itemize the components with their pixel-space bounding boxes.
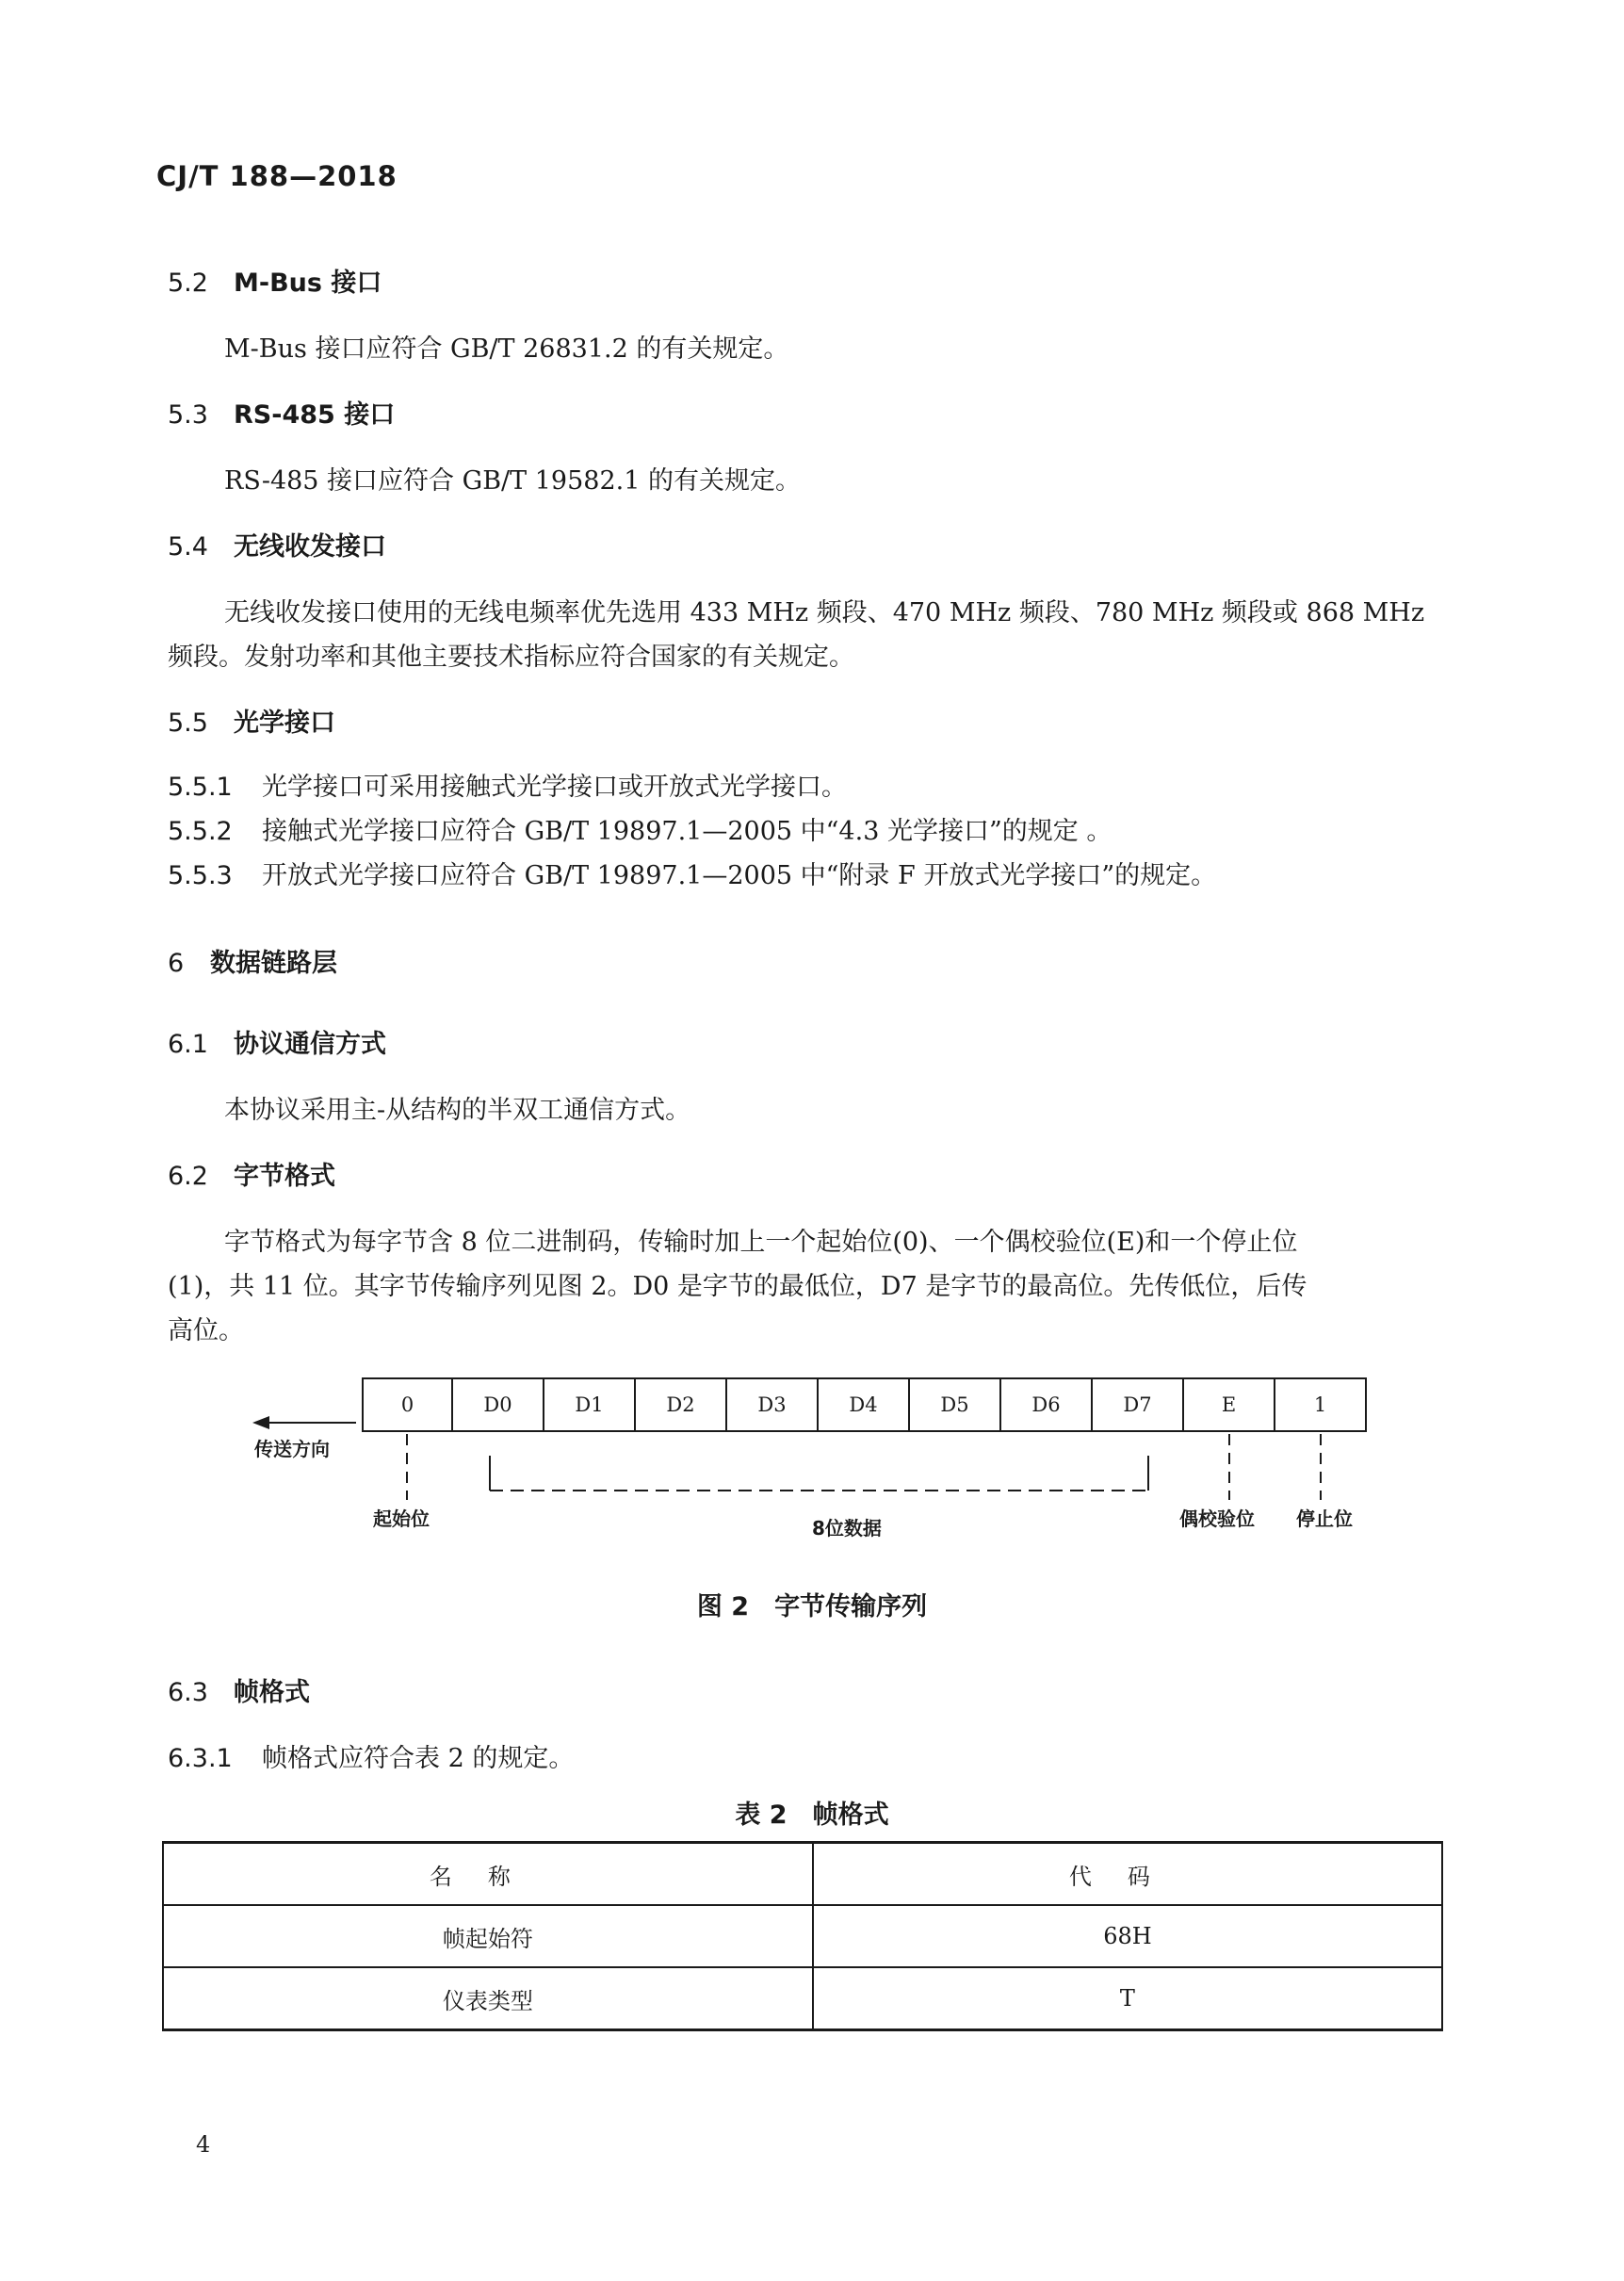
clause-text: 光学接口可采用接触式光学接口或开放式光学接口。 <box>262 773 847 802</box>
bit-box-parity: E <box>1184 1377 1275 1432</box>
section-6-2-text-line3: 高位。 <box>168 1316 244 1345</box>
clause-number: 5.5.3 <box>168 861 233 890</box>
bit-box-stop: 1 <box>1275 1377 1367 1432</box>
section-5-3-text: RS-485 接口应符合 GB/T 19582.1 的有关规定。 <box>224 466 801 496</box>
data-bits-label: 8位数据 <box>812 1517 882 1540</box>
section-number: 5.4 <box>168 532 208 562</box>
section-number: 6.2 <box>168 1162 208 1191</box>
bit-box-d4: D4 <box>819 1377 910 1432</box>
section-title: 字节格式 <box>234 1162 335 1191</box>
clause-text: 帧格式应符合表 2 的规定。 <box>262 1744 575 1773</box>
bit-box-d2: D2 <box>636 1377 727 1432</box>
cell-name: 帧起始符 <box>163 1905 813 1967</box>
page-number: 4 <box>196 2131 211 2158</box>
table-header-row <box>163 1843 1442 1906</box>
section-5-4-text-line1: 无线收发接口使用的无线电频率优先选用 433 MHz 频段、470 MHz 频段、780 MHz 频段或 868 MHz <box>224 598 1425 627</box>
figure-2-caption: 图 2 字节传输序列 <box>696 1592 928 1621</box>
section-title: 帧格式 <box>234 1678 310 1707</box>
section-number: 6.3 <box>168 1678 208 1707</box>
document-code-header: CJ/T 188—2018 <box>156 160 398 192</box>
section-5-4-text-line2: 频段。发射功率和其他主要技术指标应符合国家的有关规定。 <box>168 643 854 672</box>
section-5-2-text: M-Bus 接口应符合 GB/T 26831.2 的有关规定。 <box>224 334 789 364</box>
section-6-1-text: 本协议采用主-从结构的半双工通信方式。 <box>224 1096 691 1125</box>
chapter-number: 6 <box>168 949 185 978</box>
section-6-3-heading <box>168 1671 310 1708</box>
clause-number: 5.5.1 <box>168 773 233 802</box>
table-row <box>163 1905 1442 1967</box>
bit-box-d0: D0 <box>453 1377 544 1432</box>
stop-bit-label: 停止位 <box>1296 1507 1353 1530</box>
cell-code: T <box>813 1967 1442 2030</box>
bit-box-d6: D6 <box>1001 1377 1093 1432</box>
section-title: RS-485 接口 <box>234 400 396 430</box>
table-row <box>163 1967 1442 2030</box>
cell-name: 仪表类型 <box>163 1967 813 2030</box>
section-title: 协议通信方式 <box>234 1030 386 1059</box>
column-header-code: 代码 <box>813 1843 1442 1906</box>
bit-box-start: 0 <box>362 1377 453 1432</box>
section-number: 5.2 <box>168 269 208 298</box>
direction-label: 传送方向 <box>254 1438 330 1460</box>
column-header-name: 名称 <box>163 1843 813 1906</box>
section-title: 无线收发接口 <box>234 532 386 562</box>
clause-6-3-1 <box>168 1737 574 1774</box>
section-6-2-text-line2: (1)，共 11 位。其字节传输序列见图 2。D0 是字节的最低位，D7 是字节的最高位。先传低位，后传 <box>168 1272 1307 1301</box>
section-title: M-Bus 接口 <box>234 269 382 298</box>
section-number: 6.1 <box>168 1030 208 1059</box>
clause-number: 5.5.2 <box>168 817 233 846</box>
bit-box-d3: D3 <box>727 1377 819 1432</box>
section-number: 5.3 <box>168 400 208 430</box>
direction-arrow-icon <box>252 1416 356 1429</box>
parity-bit-label: 偶校验位 <box>1179 1507 1255 1530</box>
clause-number: 6.3.1 <box>168 1744 233 1773</box>
clause-text: 接触式光学接口应符合 GB/T 19897.1—2005 中“4.3 光学接口”的规定 。 <box>262 817 1112 846</box>
section-number: 5.5 <box>168 709 208 738</box>
chapter-title: 数据链路层 <box>210 949 337 978</box>
section-6-2-text-line1: 字节格式为每字节含 8 位二进制码，传输时加上一个起始位(0)、一个偶校验位(E)和一个停止位 <box>224 1228 1298 1257</box>
bit-box-d7: D7 <box>1093 1377 1184 1432</box>
frame-format-table <box>162 1841 1443 2031</box>
section-title: 光学接口 <box>234 709 335 738</box>
table-2-caption: 表 2 帧格式 <box>735 1800 889 1830</box>
start-bit-label: 起始位 <box>373 1507 430 1530</box>
bit-box-d5: D5 <box>910 1377 1001 1432</box>
cell-code: 68H <box>813 1905 1442 1967</box>
data-bits-bracket <box>490 1456 1148 1491</box>
bit-box-d1: D1 <box>544 1377 636 1432</box>
clause-text: 开放式光学接口应符合 GB/T 19897.1—2005 中“附录 F 开放式光学接口”的规定。 <box>262 861 1217 890</box>
